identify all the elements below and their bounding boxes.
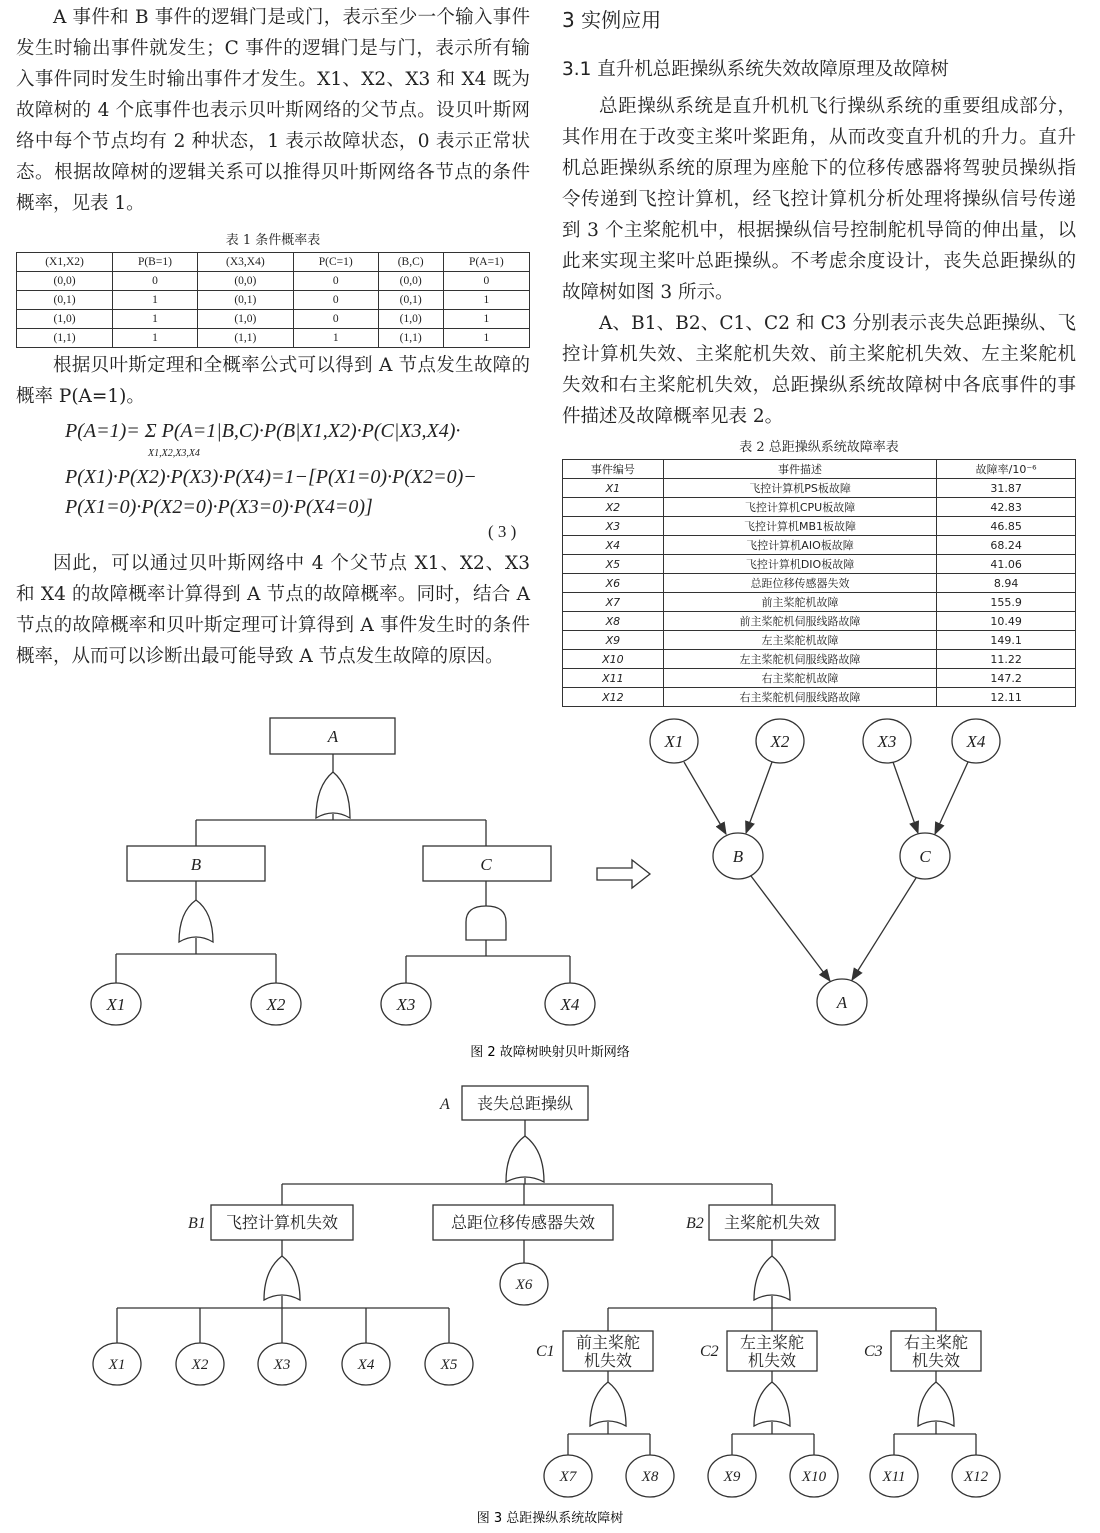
table1-header: P(B=1)	[113, 253, 198, 272]
fig3-node-sensor: 总距位移传感器失效	[450, 1213, 596, 1232]
equation-number: ( 3 )	[488, 522, 517, 541]
ft-node-x3: X3	[396, 995, 416, 1014]
fig3-node-c2-line2: 机失效	[747, 1351, 797, 1370]
table2-cell: 飞控计算机DIO板故障	[663, 555, 936, 574]
fig3-label-c3: C3	[864, 1343, 883, 1360]
fig3-x8: X8	[641, 1469, 659, 1485]
ft-node-x4: X4	[560, 995, 580, 1014]
table-row	[563, 555, 1076, 574]
equation-line-1: P(A=1)= Σ P(A=1|B,C)·P(B|X1,X2)·P(C|X3,X4)·	[65, 420, 461, 442]
table2-cell: 12.11	[937, 688, 1076, 707]
bn-node-a: A	[836, 993, 848, 1012]
ft-node-b: B	[190, 855, 202, 874]
fig3-node-c2-line1: 左主桨舵	[739, 1333, 805, 1352]
table-row	[17, 291, 530, 310]
table1-cell: 0	[293, 310, 378, 329]
subsection-title: 3.1 直升机总距操纵系统失效故障原理及故障树	[562, 59, 949, 80]
table2-cell: 42.83	[937, 498, 1076, 517]
table-row	[563, 498, 1076, 517]
left-paragraph-3: 因此，可以通过贝叶斯网络中 4 个父节点 X1、X2、X3 和 X4 的故障概率计算得到 A 节点的故障概率。同时，结合 A 节点的故障概率和贝叶斯定理可计算得到 A 事件发生时的条件概率，从而可以诊断出最可能导致 A 节点发生故障的原因。	[16, 553, 530, 667]
right-paragraph-1: 总距操纵系统是直升机机飞行操纵系统的重要组成部分，其作用在于改变主桨叶桨距角，从而改变直升机的升力。直升机总距操纵系统的原理为座舱下的位移传感器将驾驶员操纵指令传递到飞控计算机，经飞控计算机分析处理将操纵信号传递到 3 个主桨舵机中，根据操纵信号控制舵机导筒的伸出量，以此来实现主桨叶总距操纵。不考虑余度设计，丧失总距操纵的故障树如图 3 所示。	[562, 96, 1076, 303]
right-column	[562, 4, 1076, 707]
fig3-x11: X11	[882, 1469, 906, 1485]
fig3-node-a: 丧失总距操纵	[476, 1094, 574, 1113]
table2-cell: X11	[563, 669, 664, 688]
table2-cell: 41.06	[937, 555, 1076, 574]
table2-cell: 11.22	[937, 650, 1076, 669]
ft-node-c: C	[480, 855, 492, 874]
fig3-x9: X9	[723, 1469, 741, 1485]
fig3-x2: X2	[191, 1357, 209, 1373]
figure-3-caption: 图 3 总距操纵系统故障树	[476, 1511, 624, 1526]
left-column	[16, 0, 530, 412]
table-row	[563, 650, 1076, 669]
table2-cell: X4	[563, 536, 664, 555]
fig3-label-c1: C1	[536, 1343, 555, 1360]
table2-cell: 147.2	[937, 669, 1076, 688]
table2-cell: 总距位移传感器失效	[663, 574, 936, 593]
fig3-node-b1: 飞控计算机失效	[225, 1213, 339, 1232]
table2-cell: 飞控计算机MB1板故障	[663, 517, 936, 536]
ft-node-x1: X1	[106, 995, 126, 1014]
equation-sum-subscript: X1,X2,X3,X4	[148, 448, 200, 459]
fig3-x12: X12	[963, 1469, 989, 1485]
table2-cell: X8	[563, 612, 664, 631]
table-row	[563, 593, 1076, 612]
table1-cell: 1	[293, 329, 378, 348]
table2-cell: 46.85	[937, 517, 1076, 536]
fig3-node-b2: 主桨舵机失效	[723, 1213, 821, 1232]
table1-cell: 1	[113, 310, 198, 329]
table-row	[563, 479, 1076, 498]
table1-caption: 表 1 条件概率表	[225, 233, 321, 248]
table2-cell: 左主桨舵机故障	[663, 631, 936, 650]
fig3-x1: X1	[108, 1357, 126, 1373]
table2-cell: 飞控计算机PS板故障	[663, 479, 936, 498]
table1-cell: 1	[443, 310, 529, 329]
fig3-x4: X4	[357, 1357, 375, 1373]
fig3-node-c1-line1: 前主桨舵	[575, 1333, 641, 1352]
table1-cell: (0,0)	[17, 272, 113, 291]
table2-cell: 前主桨舵机伺服线路故障	[663, 612, 936, 631]
table2-cell: 前主桨舵机故障	[663, 593, 936, 612]
ft-node-x2: X2	[266, 995, 286, 1014]
table2-cell: X5	[563, 555, 664, 574]
table1-header: (B,C)	[378, 253, 443, 272]
table-row	[17, 310, 530, 329]
bn-node-x2: X2	[770, 732, 790, 751]
table1-cell: 1	[113, 291, 198, 310]
table-row	[563, 612, 1076, 631]
fig3-label-b1: B1	[188, 1215, 206, 1232]
table1-header: (X3,X4)	[197, 253, 293, 272]
table1-cell: (1,1)	[378, 329, 443, 348]
table1-cell: 0	[293, 272, 378, 291]
table-row	[17, 272, 530, 291]
fig3-x5: X5	[440, 1357, 458, 1373]
table1-header: P(A=1)	[443, 253, 529, 272]
table2-cell: X9	[563, 631, 664, 650]
table2-header: 事件描述	[663, 460, 936, 479]
fig3-node-c3-line1: 右主桨舵	[903, 1333, 969, 1352]
table2-cell: X2	[563, 498, 664, 517]
table1-cell: (0,1)	[17, 291, 113, 310]
table1-cell: 1	[443, 291, 529, 310]
table2-cell: 右主桨舵机故障	[663, 669, 936, 688]
fig3-label-b2: B2	[686, 1215, 704, 1232]
table1-cell: 0	[293, 291, 378, 310]
table2-cell: 8.94	[937, 574, 1076, 593]
table1-conditional-probability	[16, 252, 530, 348]
figure-3	[0, 1078, 1100, 1533]
table1-cell: 1	[443, 329, 529, 348]
table2-header: 故障率/10⁻⁶	[937, 460, 1076, 479]
table2-cell: 31.87	[937, 479, 1076, 498]
table2-cell: X12	[563, 688, 664, 707]
table-row	[563, 669, 1076, 688]
table1-cell: (0,0)	[197, 272, 293, 291]
table1-cell: (0,0)	[378, 272, 443, 291]
table-row	[17, 329, 530, 348]
equation-line-3: P(X1=0)·P(X2=0)·P(X3=0)·P(X4=0)]	[65, 496, 373, 518]
table2-cell: 右主桨舵机伺服线路故障	[663, 688, 936, 707]
bn-node-x3: X3	[877, 732, 897, 751]
table2-cell: 149.1	[937, 631, 1076, 650]
figure-2	[0, 700, 1100, 1070]
fig3-x3: X3	[273, 1357, 291, 1373]
bn-node-b: B	[732, 847, 744, 866]
fig3-node-c1-line2: 机失效	[583, 1351, 633, 1370]
table1-cell: 0	[113, 272, 198, 291]
table2-cell: X6	[563, 574, 664, 593]
left-column-bottom	[16, 548, 530, 672]
table-row	[563, 631, 1076, 650]
equation-line-2: P(X1)·P(X2)·P(X3)·P(X4)=1−[P(X1=0)·P(X2=0)−	[65, 466, 477, 488]
table1-cell: (0,1)	[378, 291, 443, 310]
bn-node-x4: X4	[966, 732, 986, 751]
table2-cell: X7	[563, 593, 664, 612]
bn-node-x1: X1	[664, 732, 684, 751]
fig3-x6: X6	[515, 1277, 533, 1293]
table1-cell: (1,1)	[17, 329, 113, 348]
table2-cell: X10	[563, 650, 664, 669]
table-row	[563, 536, 1076, 555]
ft-node-a: A	[327, 727, 339, 746]
table2-cell: 左主桨舵机伺服线路故障	[663, 650, 936, 669]
bn-node-c: C	[919, 847, 931, 866]
table2-caption: 表 2 总距操纵系统故障率表	[739, 440, 899, 455]
table1-cell: 1	[113, 329, 198, 348]
table2-cell: 68.24	[937, 536, 1076, 555]
left-paragraph-1: A 事件和 B 事件的逻辑门是或门，表示至少一个输入事件发生时输出事件就发生；C 事件的逻辑门是与门，表示所有输入事件同时发生时输出事件才发生。X1、X2、X3 和 X4 既为故障树的 4 个底事件也表示贝叶斯网络的父节点。设贝叶斯网络中每个节点均有 2 种状态，1 表示故障状态，0 表示正常状态。根据故障树的逻辑关系可以推得贝叶斯网络各节点的条件概率，见表 1。	[16, 7, 530, 214]
table1-header: (X1,X2)	[17, 253, 113, 272]
table2-cell: 10.49	[937, 612, 1076, 631]
table2-failure-rate	[562, 459, 1076, 707]
table1-cell: (1,0)	[378, 310, 443, 329]
table1-header: P(C=1)	[293, 253, 378, 272]
table2-cell: 飞控计算机AIO板故障	[663, 536, 936, 555]
table-row	[563, 574, 1076, 593]
figure-2-caption: 图 2 故障树映射贝叶斯网络	[470, 1045, 630, 1060]
fig3-label-c2: C2	[700, 1343, 719, 1360]
fig3-label-a: A	[440, 1096, 450, 1113]
table2-cell: X3	[563, 517, 664, 536]
table1-cell: (0,1)	[197, 291, 293, 310]
table1-cell: (1,0)	[197, 310, 293, 329]
fig3-x7: X7	[559, 1469, 577, 1485]
table1-cell: (1,0)	[17, 310, 113, 329]
fig3-node-c3-line2: 机失效	[911, 1351, 961, 1370]
section-title: 3 实例应用	[562, 8, 662, 32]
table1-cell: (1,1)	[197, 329, 293, 348]
table-row	[563, 517, 1076, 536]
table1-cell: 0	[443, 272, 529, 291]
left-paragraph-2: 根据贝叶斯定理和全概率公式可以得到 A 节点发生故障的概率 P(A=1)。	[16, 355, 530, 407]
table2-cell: 飞控计算机CPU板故障	[663, 498, 936, 517]
table2-cell: X1	[563, 479, 664, 498]
table2-header: 事件编号	[563, 460, 664, 479]
right-paragraph-2: A、B1、B2、C1、C2 和 C3 分别表示丧失总距操纵、飞控计算机失效、主桨舵机失效、前主桨舵机失效、左主桨舵机失效和右主桨舵机失效，总距操纵系统故障树中各底事件的事件描述及故障概率见表 2。	[562, 313, 1076, 427]
fig3-x10: X10	[801, 1469, 827, 1485]
table2-cell: 155.9	[937, 593, 1076, 612]
